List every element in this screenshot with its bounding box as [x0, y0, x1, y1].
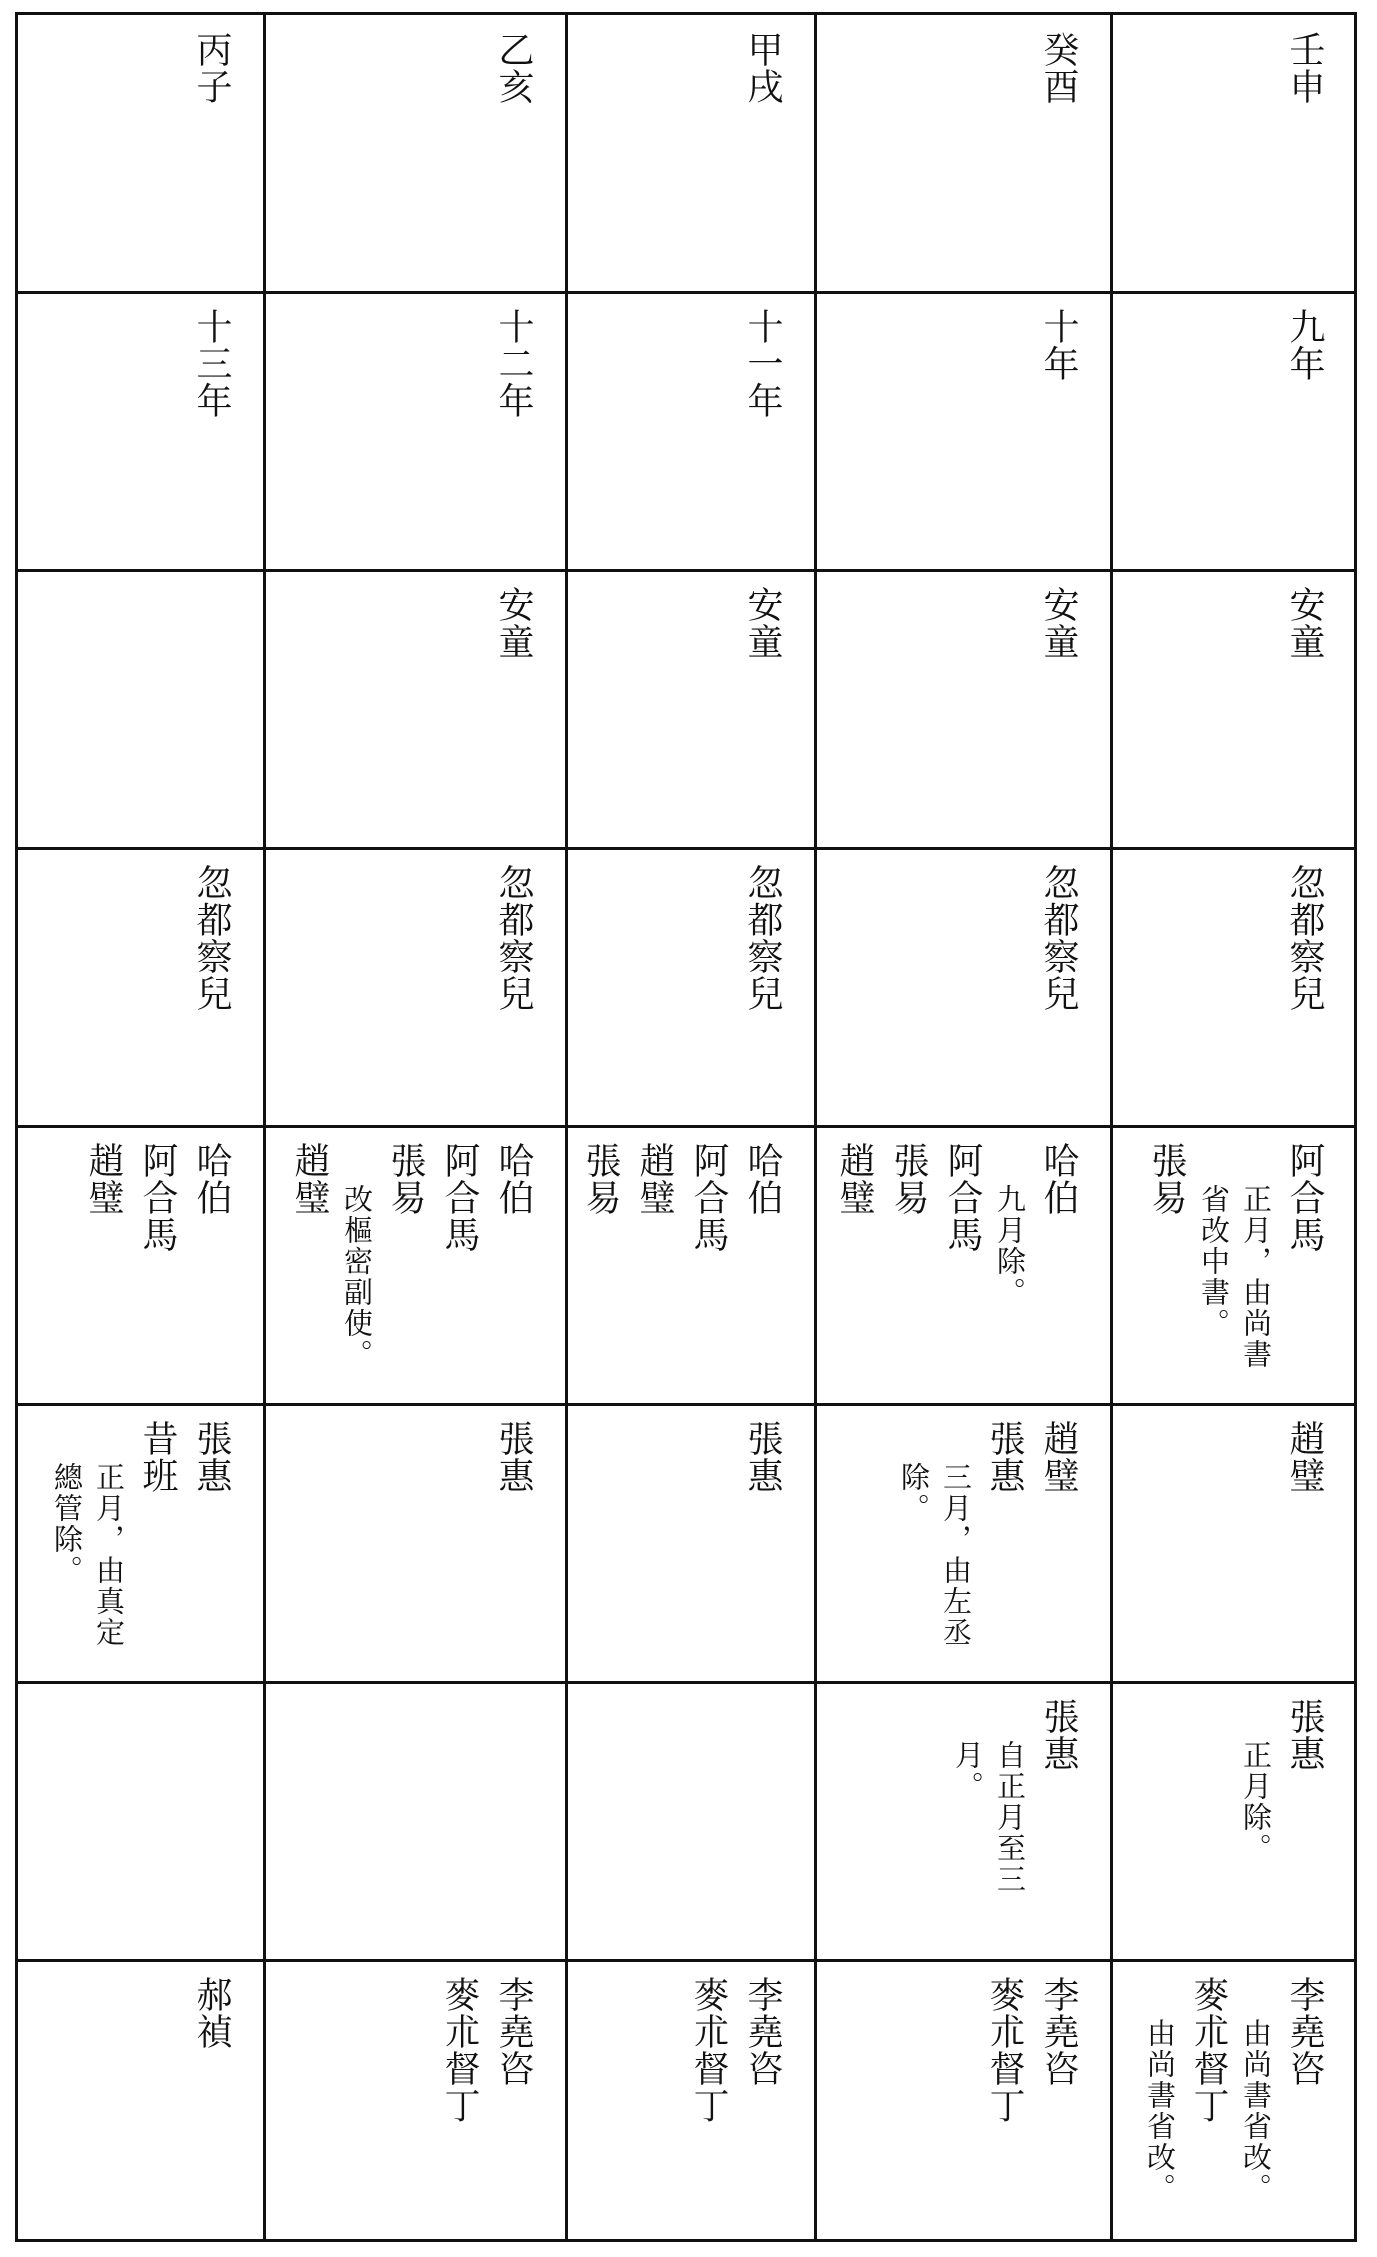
cell-text-columns	[1277, 31, 1331, 105]
table-cell	[18, 1960, 264, 2239]
table-cell	[815, 1404, 1111, 1682]
official-entry	[184, 1142, 238, 1253]
official-name: 趙璧	[289, 1142, 330, 1216]
table-cell	[1111, 15, 1357, 292]
table-cell	[18, 1682, 264, 1960]
table-cell	[815, 570, 1111, 848]
official-entry	[1277, 1420, 1331, 1494]
official-name: 哈伯	[1038, 1142, 1079, 1216]
official-name: 張惠	[742, 1420, 783, 1494]
table-cell	[815, 1682, 1111, 1960]
official-name: 安童	[493, 586, 534, 660]
cell-text-columns	[735, 864, 789, 1012]
official-entry	[681, 1976, 735, 2124]
official-name: 李堯咨	[493, 1976, 534, 2087]
table-cell	[566, 1682, 815, 1960]
year-ganzhi: 甲戌	[742, 31, 783, 105]
cell-text-columns	[827, 1142, 1085, 1308]
table-cell	[815, 15, 1111, 292]
cell-text-columns	[282, 1142, 540, 1370]
year-ganzhi: 癸酉	[1038, 31, 1079, 105]
official-name: 忽都察兒	[742, 864, 783, 1012]
official-entry	[977, 1976, 1031, 2124]
official-note: 總管除。	[50, 1462, 84, 1586]
official-entry	[827, 1142, 881, 1308]
cell-text-columns	[1139, 1142, 1331, 1370]
official-entry	[1277, 864, 1331, 1012]
official-note: 由尚書省改。	[1143, 2018, 1177, 2204]
table-cell	[566, 1960, 815, 2239]
year-ganzhi: 乙亥	[493, 31, 534, 105]
official-entry	[1031, 1420, 1085, 1648]
official-name: 麥朮督丁	[439, 1976, 480, 2124]
official-name: 趙璧	[634, 1142, 675, 1216]
official-entry	[46, 1420, 184, 1648]
cell-text-columns	[1031, 31, 1085, 105]
official-name: 安童	[742, 586, 783, 660]
official-name: 李堯咨	[742, 1976, 783, 2087]
official-entry	[935, 1142, 989, 1308]
official-name: 張易	[580, 1142, 621, 1216]
table-cell	[18, 292, 264, 570]
table-cell	[1111, 1960, 1357, 2239]
table-cell	[264, 1960, 566, 2239]
cell-text-columns	[1277, 586, 1331, 660]
cell-text-columns	[76, 1142, 238, 1253]
official-entry	[184, 1976, 238, 2050]
official-entry	[881, 1142, 935, 1308]
official-name: 張惠	[493, 1420, 534, 1494]
official-entry	[432, 1142, 486, 1370]
official-entry	[1139, 1976, 1235, 2204]
table-cell	[566, 1404, 815, 1682]
cell-text-columns	[46, 1420, 238, 1648]
official-entry	[1031, 1976, 1085, 2124]
table-cell	[18, 1404, 264, 1682]
official-name: 昔班	[137, 1420, 178, 1494]
official-name: 阿合馬	[439, 1142, 480, 1253]
official-entry	[681, 1142, 735, 1253]
official-name: 安童	[1284, 586, 1325, 660]
official-name: 張惠	[1038, 1698, 1079, 1772]
official-appointments-table	[15, 12, 1357, 2242]
table-cell	[264, 15, 566, 292]
cell-text-columns	[735, 586, 789, 660]
official-entry	[486, 1142, 540, 1370]
official-entry	[735, 1976, 789, 2124]
cell-text-columns	[1277, 864, 1331, 1012]
official-name: 阿合馬	[1284, 1142, 1325, 1253]
official-name: 張惠	[191, 1420, 232, 1494]
year-label: 九年	[1284, 308, 1325, 382]
cell-text-columns	[977, 1976, 1085, 2124]
cell-text-columns	[893, 1420, 1085, 1648]
table-cell	[815, 1960, 1111, 2239]
cell-text-columns	[1139, 1976, 1331, 2204]
official-entry	[282, 1142, 336, 1370]
cell-text-columns	[184, 308, 238, 419]
table-cell	[815, 292, 1111, 570]
table-cell	[815, 1126, 1111, 1404]
official-name: 張易	[888, 1142, 929, 1216]
official-entry	[1235, 1976, 1331, 2204]
official-name: 麥朮督丁	[1188, 1976, 1229, 2124]
year-label: 十年	[1038, 308, 1079, 382]
official-note: 九月除。	[993, 1184, 1027, 1308]
table-cell	[264, 292, 566, 570]
official-name: 哈伯	[493, 1142, 534, 1216]
cell-text-columns	[486, 586, 540, 660]
table-cell	[264, 1682, 566, 1960]
cell-text-columns	[486, 864, 540, 1012]
official-entry	[735, 586, 789, 660]
table-cell	[18, 848, 264, 1126]
table-cell	[566, 1126, 815, 1404]
official-entry	[735, 864, 789, 1012]
cell-text-columns	[735, 31, 789, 105]
official-name: 李堯咨	[1038, 1976, 1079, 2087]
table-cell	[566, 570, 815, 848]
table-cell	[1111, 848, 1357, 1126]
official-entry	[486, 1420, 540, 1494]
year-ganzhi: 丙子	[191, 31, 232, 105]
official-note: 正月，由尚書	[1239, 1184, 1273, 1370]
official-name: 麥朮督丁	[984, 1976, 1025, 2124]
cell-text-columns	[486, 308, 540, 419]
official-note: 改樞密副使。	[340, 1184, 374, 1370]
official-entry	[184, 864, 238, 1012]
official-name: 阿合馬	[137, 1142, 178, 1253]
year-label: 十二年	[493, 308, 534, 419]
cell-text-columns	[681, 1976, 789, 2124]
table-cell	[1111, 1126, 1357, 1404]
official-note: 月。	[951, 1740, 985, 1802]
cell-text-columns	[735, 308, 789, 419]
official-note: 正月除。	[1239, 1740, 1273, 1864]
official-note: 除。	[897, 1462, 931, 1524]
official-name: 張惠	[984, 1420, 1025, 1494]
table-cell	[1111, 570, 1357, 848]
official-name: 郝禎	[191, 1976, 232, 2050]
official-entry	[573, 1142, 627, 1253]
official-name: 趙璧	[1038, 1420, 1079, 1494]
official-name: 麥朮督丁	[688, 1976, 729, 2124]
cell-text-columns	[573, 1142, 789, 1253]
official-name: 阿合馬	[688, 1142, 729, 1253]
table-cell	[264, 848, 566, 1126]
official-entry	[1031, 586, 1085, 660]
official-entry	[432, 1976, 486, 2124]
official-entry	[1031, 864, 1085, 1012]
table-cell	[1111, 1404, 1357, 1682]
official-entry	[1139, 1142, 1193, 1370]
table-cell	[18, 570, 264, 848]
official-name: 忽都察兒	[1038, 864, 1079, 1012]
official-entry	[627, 1142, 681, 1253]
official-note: 三月，由左丞	[939, 1462, 973, 1648]
official-name: 忽都察兒	[1284, 864, 1325, 1012]
official-entry	[486, 586, 540, 660]
official-entry	[1193, 1142, 1331, 1370]
official-entry	[336, 1142, 432, 1370]
official-note: 自正月至三	[993, 1740, 1027, 1895]
cell-text-columns	[486, 1420, 540, 1494]
table-cell	[264, 1126, 566, 1404]
cell-text-columns	[184, 31, 238, 105]
table-cell	[566, 292, 815, 570]
official-entry	[76, 1142, 130, 1253]
cell-text-columns	[947, 1698, 1085, 1895]
official-entry	[130, 1142, 184, 1253]
table-cell	[1111, 1682, 1357, 1960]
table-cell	[18, 1126, 264, 1404]
cell-text-columns	[1277, 308, 1331, 382]
official-name: 李堯咨	[1284, 1976, 1325, 2087]
cell-text-columns	[432, 1976, 540, 2124]
official-name: 忽都察兒	[191, 864, 232, 1012]
official-name: 張易	[385, 1142, 426, 1216]
year-ganzhi: 壬申	[1284, 31, 1325, 105]
year-label: 十三年	[191, 308, 232, 419]
official-name: 阿合馬	[942, 1142, 983, 1253]
table-cell	[18, 15, 264, 292]
official-entry	[486, 1976, 540, 2124]
year-label: 十一年	[742, 308, 783, 419]
official-name: 哈伯	[191, 1142, 232, 1216]
table-cell	[815, 848, 1111, 1126]
official-entry	[947, 1698, 1085, 1895]
official-entry	[735, 1420, 789, 1494]
official-note: 省改中書。	[1197, 1184, 1231, 1339]
official-entry	[1235, 1698, 1331, 1864]
official-name: 張惠	[1284, 1698, 1325, 1772]
table-cell	[566, 15, 815, 292]
table-cell	[264, 1404, 566, 1682]
official-name: 安童	[1038, 586, 1079, 660]
cell-text-columns	[486, 31, 540, 105]
official-entry	[184, 1420, 238, 1648]
official-name: 哈伯	[742, 1142, 783, 1216]
cell-text-columns	[1031, 586, 1085, 660]
official-name: 趙璧	[1284, 1420, 1325, 1494]
official-entry	[486, 864, 540, 1012]
official-name: 張易	[1146, 1142, 1187, 1216]
official-entry	[893, 1420, 1031, 1648]
official-name: 忽都察兒	[493, 864, 534, 1012]
official-entry	[735, 1142, 789, 1253]
cell-text-columns	[184, 864, 238, 1012]
table-cell	[1111, 292, 1357, 570]
cell-text-columns	[1235, 1698, 1331, 1864]
official-note: 正月，由真定	[92, 1462, 126, 1648]
cell-text-columns	[735, 1420, 789, 1494]
official-note: 由尚書省改。	[1239, 2018, 1273, 2204]
official-name: 趙璧	[834, 1142, 875, 1216]
official-entry	[989, 1142, 1085, 1308]
table-cell	[264, 570, 566, 848]
official-name: 趙璧	[83, 1142, 124, 1216]
cell-text-columns	[1277, 1420, 1331, 1494]
cell-text-columns	[184, 1976, 238, 2050]
table-cell	[566, 848, 815, 1126]
cell-text-columns	[1031, 308, 1085, 382]
cell-text-columns	[1031, 864, 1085, 1012]
official-entry	[1277, 586, 1331, 660]
